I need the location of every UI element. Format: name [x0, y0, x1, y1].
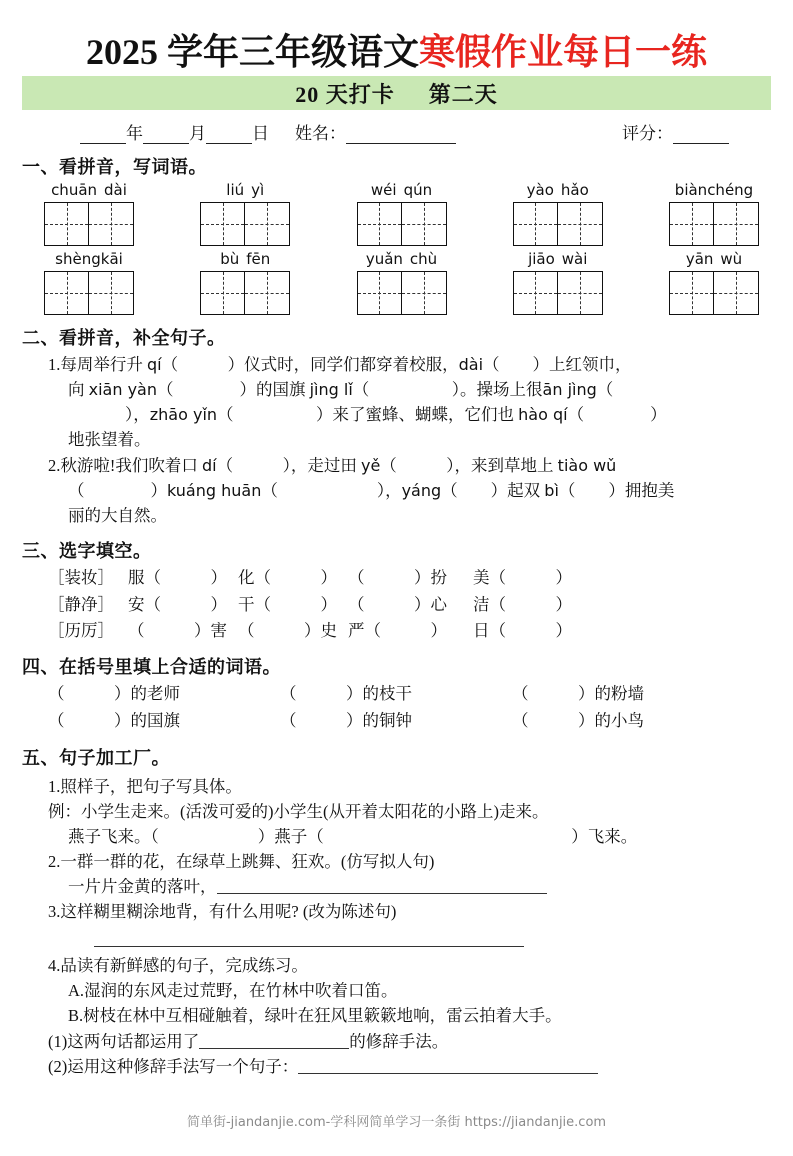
pinyin-text [220, 250, 270, 269]
pinyin-hint: jìng lǐ [309, 379, 353, 399]
tianzige-cell[interactable] [514, 272, 558, 314]
s5-q4-sub1-a: (1)这两句话都运用了 [48, 1031, 200, 1051]
pinyin-syllable-b: dài [104, 181, 127, 199]
s2-q1-line1 [22, 352, 771, 377]
month-input[interactable] [143, 129, 189, 144]
xuanzi-blank[interactable]: 美（ ） [473, 568, 572, 588]
s5-q3: 3.这样糊里糊涂地背，有什么用呢? (改为陈述句) [48, 902, 397, 922]
pinyin-text [226, 181, 264, 200]
s5-q2: 2.一群一群的花，在绿草上跳舞、狂欢。(仿写拟人句) [48, 852, 435, 872]
pinyin-hint: yáng [401, 480, 442, 500]
score-label: 评分： [622, 124, 673, 143]
pinyin-syllable-b: wài [561, 249, 588, 268]
s5-q4-sub1-b: 的修辞手法。 [349, 1031, 449, 1051]
tianzige-grid[interactable] [44, 202, 134, 246]
tianzige-cell[interactable] [402, 272, 446, 314]
xuanzi-row [22, 565, 771, 591]
s2-q2-l2-a[interactable]: （ ） [68, 480, 167, 500]
tianzige-grid[interactable] [357, 202, 447, 246]
tianzige-cell[interactable] [89, 272, 133, 314]
pinyin-syllable-a: jiāo [528, 249, 555, 268]
tianzige-cell[interactable] [45, 272, 89, 314]
tianzige-grid[interactable] [513, 202, 603, 246]
pinyin-hint: dài [458, 354, 484, 374]
s2-q2-line1 [22, 453, 771, 478]
pinyin-syllable-a: yān [685, 249, 714, 268]
tianzige-cell[interactable] [245, 272, 289, 314]
name-label: 姓名： [295, 124, 346, 143]
pinyin-cell [44, 250, 134, 315]
s2-q2-l2-d[interactable]: （ ）拥抱美 [558, 480, 675, 500]
checkin-band-left: 20 天打卡 [295, 81, 395, 107]
s2-q2-l2-c[interactable]: （ ）起双 [441, 480, 545, 500]
tianzige-grid[interactable] [44, 271, 134, 315]
tianzige-cell[interactable] [670, 203, 714, 245]
section-3-heading: 三、选字填空。 [22, 541, 152, 562]
student-meta-row [22, 119, 771, 144]
s2-q2-l1-a: 2.秋游啦!我们吹着口 [48, 455, 202, 475]
s2-q1-l2-b[interactable]: （ ）的国旗 [156, 379, 310, 399]
xuanzi-key: ［装妆］ [48, 568, 114, 588]
pinyin-row-1 [22, 181, 771, 246]
tianzige-cell[interactable] [514, 203, 558, 245]
pinyin-hint: yě [360, 455, 381, 475]
tianzige-cell[interactable] [358, 203, 402, 245]
pinyin-hint: xiān yàn [88, 379, 157, 399]
kuohao-blank[interactable]: （ ）的粉墙 [512, 684, 644, 704]
s2-q1-line2 [22, 377, 771, 402]
s2-q1-l2-a: 向 [68, 379, 89, 399]
month-label: 月 [189, 124, 206, 143]
section-2-heading: 二、看拼音，补全句子。 [22, 327, 226, 348]
pinyin-text [527, 181, 589, 200]
pinyin-syllable-a: chuān [51, 181, 98, 199]
s5-q4-a: A.湿润的东风走过荒野，在竹林中吹着口笛。 [68, 981, 398, 1001]
checkin-band-right: 第二天 [428, 81, 498, 107]
pinyin-row-2 [22, 250, 771, 315]
xuanzi-key: ［静净］ [48, 594, 114, 614]
xuanzi-blank[interactable]: （ ）扮 [348, 568, 447, 588]
pinyin-hint: zhāo yǐn [149, 405, 218, 425]
pinyin-syllable-b: fēn [246, 249, 271, 268]
pinyin-syllable-b: qún [403, 181, 433, 199]
tianzige-cell[interactable] [558, 203, 602, 245]
pinyin-syllable-a: shèng [55, 249, 101, 268]
pinyin-text [686, 250, 742, 269]
pinyin-text [371, 181, 432, 200]
kuohao-row [22, 708, 771, 735]
tianzige-cell[interactable] [89, 203, 133, 245]
s2-q1-l2-d[interactable]: （ [596, 379, 614, 399]
tianzige-cell[interactable] [45, 203, 89, 245]
xuanzi-blank[interactable]: 干（ ） [238, 594, 337, 614]
tianzige-grid[interactable] [200, 202, 290, 246]
s5-q2-answer-line[interactable] [217, 878, 547, 894]
pinyin-syllable-a: wéi [370, 181, 397, 199]
pinyin-syllable-a: yuǎn [365, 249, 403, 268]
xuanzi-key: ［历厉］ [48, 621, 114, 640]
pinyin-cell [44, 181, 134, 246]
kuohao-blank[interactable]: （ ）的老师 [48, 684, 180, 704]
tianzige-cell[interactable] [201, 203, 245, 245]
xuanzi-row [22, 618, 771, 644]
checkin-band [22, 76, 771, 110]
tianzige-cell[interactable] [714, 203, 758, 245]
pinyin-cell [200, 181, 290, 246]
pinyin-syllable-a: biàn [674, 181, 708, 199]
kuohao-blank[interactable]: （ ）的小鸟 [512, 711, 644, 731]
pinyin-syllable-a: bù [220, 249, 240, 268]
section-1-heading: 一、看拼音，写词语。 [22, 157, 207, 177]
s5-q2-stem [22, 874, 771, 899]
tianzige-cell[interactable] [402, 203, 446, 245]
pinyin-text [528, 250, 587, 269]
tianzige-grid[interactable] [669, 202, 759, 246]
pinyin-writing-block [22, 181, 771, 315]
day-label: 日 [252, 124, 269, 143]
kuohao-blank[interactable]: （ ）的枝干 [280, 684, 412, 704]
s5-q4-sub2-label: (2)运用这种修辞手法写一个句子： [48, 1056, 299, 1076]
xuanzi-blank[interactable]: 日（ ） [473, 621, 572, 640]
pinyin-syllable-b: chéng [707, 181, 754, 199]
pinyin-cell [200, 250, 290, 315]
s2-q2-l1-c[interactable]: （ ），来到草地上 [380, 455, 558, 475]
s2-q1-line4: 地张望着。 [68, 430, 151, 450]
pinyin-syllable-b: chù [409, 249, 438, 268]
pinyin-text [51, 181, 127, 200]
section-4-heading: 四、在括号里填上合适的词语。 [22, 657, 281, 678]
s5-q1: 1.照样子，把句子写具体。 [48, 776, 242, 796]
kuohao-blank[interactable]: （ ）的铜钟 [280, 711, 412, 731]
kuohao-blank[interactable]: （ ）的国旗 [48, 711, 180, 731]
pinyin-hint: hào qí [518, 405, 568, 425]
s2-q2-line3: 丽的大自然。 [68, 506, 167, 526]
s2-q1-l3-b[interactable]: （ ）来了蜜蜂、蝴蝶，它们也 [217, 405, 519, 425]
page-title-red: 寒假作业每日一练 [419, 32, 708, 72]
s2-q1-l1-c[interactable]: （ ）上红领巾， [483, 354, 632, 374]
pinyin-cell [357, 181, 447, 246]
xuanzi-blank[interactable]: 严（ ） [348, 621, 447, 640]
pinyin-hint: bì [544, 480, 559, 500]
footer-watermark: 简单街-jiandanjie.com-学科网简单学习一条街 https://jiandanjie.com [186, 1115, 607, 1130]
s5-q1-example: 例：小学生走来。(活泼可爱的)小学生(从开着太阳花的小路上)走来。 [48, 801, 549, 821]
xuanzi-blank[interactable]: （ ）心 [348, 594, 447, 614]
day-input[interactable] [206, 129, 252, 144]
pinyin-cell [513, 250, 603, 315]
pinyin-hint: ān jìng [542, 379, 597, 399]
s2-q2-line2 [22, 478, 771, 503]
year-input[interactable] [80, 129, 126, 144]
s2-q1-l1-a: 1.每周举行升 [48, 354, 147, 374]
pinyin-syllable-b: hǎo [560, 181, 589, 199]
tianzige-grid[interactable] [200, 271, 290, 315]
pinyin-hint: qí [147, 354, 162, 374]
xuanzi-blank[interactable]: （ ）史 [238, 621, 337, 640]
score-input[interactable] [673, 129, 729, 144]
tianzige-grid[interactable] [669, 271, 759, 315]
tianzige-cell[interactable] [714, 272, 758, 314]
s5-q4-sub2 [22, 1054, 771, 1079]
s5-q2-stem-text: 一片片金黄的落叶， [68, 877, 217, 897]
pinyin-hint: dí [202, 455, 217, 475]
pinyin-syllable-a: yào [526, 181, 554, 199]
kuohao-row [22, 681, 771, 708]
tianzige-cell[interactable] [670, 272, 714, 314]
s2-q1-l3-c[interactable]: （ ） [567, 405, 667, 425]
pinyin-cell [669, 181, 759, 246]
pinyin-cell [669, 250, 759, 315]
worksheet-page [0, 34, 793, 1156]
tianzige-grid[interactable] [513, 271, 603, 315]
xuanzi-blank[interactable]: 洁（ ） [473, 594, 572, 614]
year-label: 年 [126, 124, 143, 143]
s5-q3-answer-line[interactable] [94, 946, 524, 947]
pinyin-hint: kuáng huān [167, 480, 262, 500]
pinyin-hint: tiào wǔ [557, 455, 617, 475]
s2-q1-l2-c[interactable]: （ ）。操场上很 [352, 379, 543, 399]
s5-q4-sub1 [22, 1029, 771, 1054]
checkin-band-text [295, 78, 498, 109]
tianzige-cell[interactable] [201, 272, 245, 314]
s5-q1-blank[interactable]: 燕子飞来。（ ）燕子（ ）飞来。 [68, 826, 638, 846]
s5-q4-sub2-blank[interactable] [298, 1058, 598, 1074]
xuanzi-blank[interactable]: （ ）害 [128, 621, 227, 640]
pinyin-text [675, 181, 753, 200]
tianzige-cell[interactable] [558, 272, 602, 314]
tianzige-cell[interactable] [245, 203, 289, 245]
tianzige-grid[interactable] [357, 271, 447, 315]
xuanzi-blank[interactable]: 安（ ） [128, 594, 227, 614]
page-title-black: 2025 学年三年级语文 [85, 32, 419, 72]
pinyin-cell [513, 181, 603, 246]
name-input[interactable] [346, 129, 456, 144]
s5-q4-b: B.树枝在林中互相碰触着，绿叶在狂风里簌簌地响，雷云拍着大手。 [68, 1006, 562, 1026]
s2-q1-line3 [22, 402, 771, 427]
pinyin-syllable-b: wù [720, 249, 743, 268]
xuanzi-row [22, 592, 771, 618]
pinyin-cell [357, 250, 447, 315]
section-5-heading: 五、句子加工厂。 [22, 747, 170, 768]
xuanzi-blank[interactable]: 服（ ） [128, 568, 227, 588]
s2-q2-l1-b[interactable]: （ ），走过田 [216, 455, 361, 475]
xuanzi-blank[interactable]: 化（ ） [238, 568, 337, 588]
pinyin-text [366, 250, 437, 269]
s5-q4-sub1-blank[interactable] [199, 1033, 349, 1049]
s5-q4: 4.品读有新鲜感的句子，完成练习。 [48, 956, 308, 976]
s2-q1-l3-a[interactable]: ）， [92, 405, 150, 425]
pinyin-syllable-b: kāi [100, 249, 123, 268]
pinyin-syllable-a: liú [226, 181, 245, 199]
page-title [22, 34, 771, 70]
pinyin-syllable-b: yì [251, 181, 265, 199]
tianzige-cell[interactable] [358, 272, 402, 314]
pinyin-text [55, 250, 123, 269]
s2-q1-l1-b[interactable]: （ ）仪式时，同学们都穿着校服， [161, 354, 459, 374]
s2-q2-l2-b[interactable]: （ ）， [261, 480, 402, 500]
